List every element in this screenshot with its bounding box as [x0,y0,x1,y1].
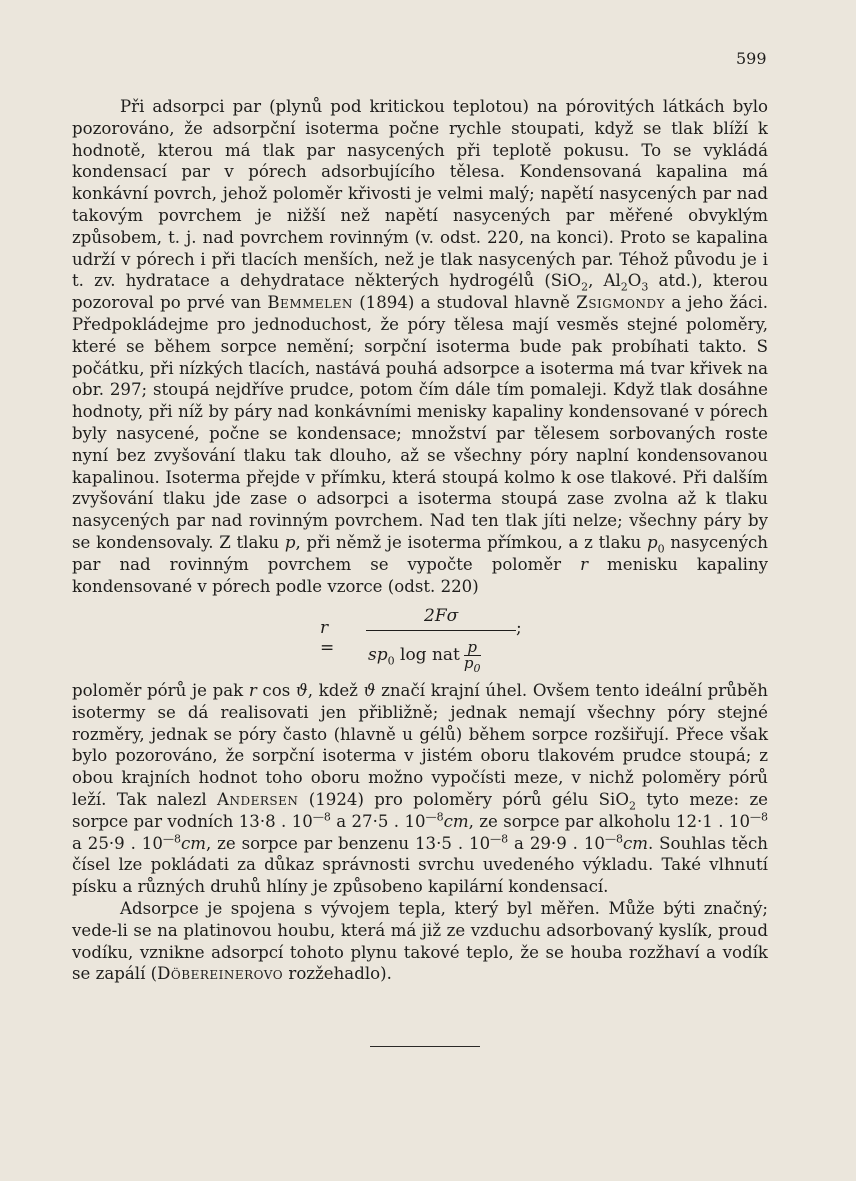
author-name: Döbereinerovo [157,964,284,984]
author-name: Andersen [217,789,299,809]
book-page: 599 Při adsorpci par (plynů pod kritickou teplotou) na pórovitých látkách bylo pozorováno, že adsorpční isoterma počne rychle stoupati, když se tlak blíží k hodnotě, kterou má tlak par nasycených při teplotě pokusu. To se vykládá kondensací par v pórech adsorbujícího tělesa. Kondensovaná kapalina má konkávní povrch, jehož poloměr křivosti je velmi malý; napětí nasycených par nad takovým povrchem je nižší než napětí nasycených par měřené obvyklým způsobem, t. j. nad povrchem rovinným (v. odst. 220, na konci). Proto se kapalina udrží v pórech i při tlacích menších, než je tlak nasycených par. Téhož původu je i t. zv. hydratace a dehydratace některých hydrogélů (SiO$_2$, $Al_2O_3$ atd.), kterou pozoroval po prvé van Bemmelen (1894) a studoval hlavně Zsigmondy a jeho žáci. Předpokládejme pro jednoduchost, že póry tělesa mají vesměs stejné poloměry, které se během sorpce nemění; sorpční isoterma bude pak probíhati takto. S počátku, při nízkých tlacích, nastává pouhá adsorpce a isoterma má tvar křivek na obr. 297; stoupá nejdříve prudce, potom čím dále tím pomaleji. Když tlak dosáhne hodnoty, při níž by páry nad konkávními menisky kapaliny kondensované v pórech byly nasycené, počne se kondensace; množství par tělesem sorbovaných roste nyní bez zvyšování tlaku tak dlouho, až se všechny póry naplní kondensovanou kapalinou. Isoterma přejde v přímku, která stoupá kolmo k ose tlakové. Při dalším zvyšování tlaku jde zase o adsorpci a isoterma stoupá zase zvolna až k tlaku nasycených par nad rovinným povrchem. Nad ten tlak jíti nelze; všechny páry by se kondensovaly. Z tlaku p, při němž je isoterma přímkou, a z tlaku $p_0$ nasycených par nad rovinným povrchem se vypočte poloměr r menisku kapaliny kondensované v pórech podle vzorce (odst. 220) r = 2Fσ ; $sp_0$ log nat $\frac{p}{p_0}$ poloměr pórů je pak r cos ϑ, kdež ϑ značí krajní úhel. Ovšem tento ideální průběh isotermy se dá realisovati jen přibližně; jednak nemají všechny póry stejné rozměry, jednak se póry často (hlavně u gélů) během sorpce rozšiřují. Přece však bylo pozorováno, že sorpční isoterma v jistém oboru tlakovém prudce stoupá; z obou krajních hodnot toho oboru možno vypočísti meze, v nichž poloměry pórů leží. Tak nalezl Andersen (1924) pro poloměry pórů gélu SiO$_2$ tyto meze: ze sorpce par vodních 13·8 . $10^{—8}$ a 27·5 . $10^{—8}cm$, ze sorpce par alkoholu 12·1 . $10^{—8}$ a 25·9 . $10^{—8}cm$, ze sorpce par benzenu 13·5 . $10^{—8}$ a 29·9 . $10^{—8}cm$. Souhlas těch čísel lze pokládati za důkaz správnosti svrchu uvedeného výkladu. Také vlhnutí písku a různých druhů hlíny je způsobeno kapilární kondensací. Adsorpce je spojena s vývojem tepla, který byl měřen. Může býti značný; vede-li se na platinovou houbu, která má již ze vzduchu adsorbovaný kyslík, proud vodíku, vznikne adsorpcí tohoto plynu takové teplo, že se houba rozžhaví a vodík se zapálí (Döbereinerovo rozžehadlo). [0,0,856,1181]
section-end-rule [370,1046,480,1047]
author-name: Zsigmondy [576,293,666,313]
paragraph-polomer-poru: poloměr pórů je pak r cos ϑ, kdež ϑ značí krajní úhel. Ovšem tento ideální průběh isotermy se dá realisovati jen přibližně; jednak nemají všechny póry stejné rozměry, jednak se póry často (hlavně u gélů) během sorpce rozšiřují. Přece však bylo pozorováno, že sorpční isoterma v jistém oboru tlakovém prudce stoupá; z obou krajních hodnot toho oboru možno vypočísti meze, v nichž poloměry pórů leží. Tak nalezl Andersen (1924) pro poloměry pórů gélu SiO$_2$ tyto meze: ze sorpce par vodních 13·8 . $10^{—8}$ a 27·5 . $10^{—8}cm$, ze sorpce par alkoholu 12·1 . $10^{—8}$ a 25·9 . $10^{—8}cm$, ze sorpce par benzenu 13·5 . $10^{—8}$ a 29·9 . $10^{—8}cm$. Souhlas těch čísel lze pokládati za důkaz správnosti svrchu uvedeného výkladu. Také vlhnutí písku a různých druhů hlíny je způsobeno kapilární kondensací. Adsorpce je spojena s vývojem tepla, který byl měřen. Může býti značný; vede-li se na platinovou houbu, která má již ze vzduchu adsorbovaný kyslík, proud vodíku, vznikne adsorpcí tohoto plynu takové teplo, že se houba rozžhaví a vodík se zapálí (Döbereinerovo rozžehadlo). [72,681,769,984]
fraction-bar [366,630,516,631]
page-number: 599 [736,49,767,68]
paragraph-kapilarni-kondensace: Při adsorpci par (plynů pod kritickou teplotou) na pórovitých látkách bylo pozorováno, že adsorpční isoterma počne rychle stoupati, když se tlak blíží k hodnotě, kterou má tlak par nasycených při teplotě pokusu. To se vykládá kondensací par v pórech adsorbujícího tělesa. Kondensovaná kapalina má konkávní povrch, jehož poloměr křivosti je velmi malý; napětí nasycených par nad takovým povrchem je nižší než napětí nasycených par měřené obvyklým způsobem, t. j. nad povrchem rovinným (v. odst. 220, na konci). Proto se kapalina udrží v pórech i při tlacích menších, než je tlak nasycených par. Téhož původu je i t. zv. hydratace a dehydratace některých hydrogélů (SiO$_2$, $Al_2O_3$ atd.), kterou pozoroval po prvé van Bemmelen (1894) a studoval hlavně Zsigmondy a jeho žáci. Předpokládejme pro jednoduchost, že póry tělesa mají vesměs stejné poloměry, které se během sorpce nemění; sorpční isoterma bude pak probíhati takto. S počátku, při nízkých tlacích, nastává pouhá adsorpce a isoterma má tvar křivek na obr. 297; stoupá nejdříve prudce, potom čím dále tím pomaleji. Když tlak dosáhne hodnoty, při níž by páry nad konkávními menisky kapaliny kondensované v pórech byly nasycené, počne se kondensace; množství par tělesem sorbovaných roste nyní bez zvyšování tlaku tak dlouho, až se všechny póry naplní kondensovanou kapalinou. Isoterma přejde v přímku, která stoupá kolmo k ose tlakové. Při dalším zvyšování tlaku jde zase o adsorpci a isoterma stoupá zase zvolna až k tlaku nasycených par nad rovinným povrchem. Nad ten tlak jíti nelze; všechny páry by se kondensovaly. Z tlaku p, při němž je isoterma přímkou, a z tlaku $p_0$ nasycených par nad rovinným povrchem se vypočte poloměr r menisku kapaliny kondensované v pórech podle vzorce (odst. 220) [72,97,769,596]
pressure-ratio: $\frac{p}{p_0}$ [463,638,481,675]
paragraph-adsorpce-teplo: Adsorpce je spojena s vývojem tepla, který byl měřen. Může býti značný; vede-li se na platinovou houbu, která má již ze vzduchu adsorbovaný kyslík, proud vodíku, vznikne adsorpcí tohoto plynu takové teplo, že se houba rozžhaví a vodík se zapálí (Döbereinerovo rozžehadlo). [72,898,768,984]
author-name: Bemmelen [267,293,353,313]
formula-lhs: r = [320,618,335,658]
formula-numerator: 2Fσ [424,606,459,626]
formula-denominator: $sp_0$ log nat $\frac{p}{p_0}$ [368,638,481,675]
